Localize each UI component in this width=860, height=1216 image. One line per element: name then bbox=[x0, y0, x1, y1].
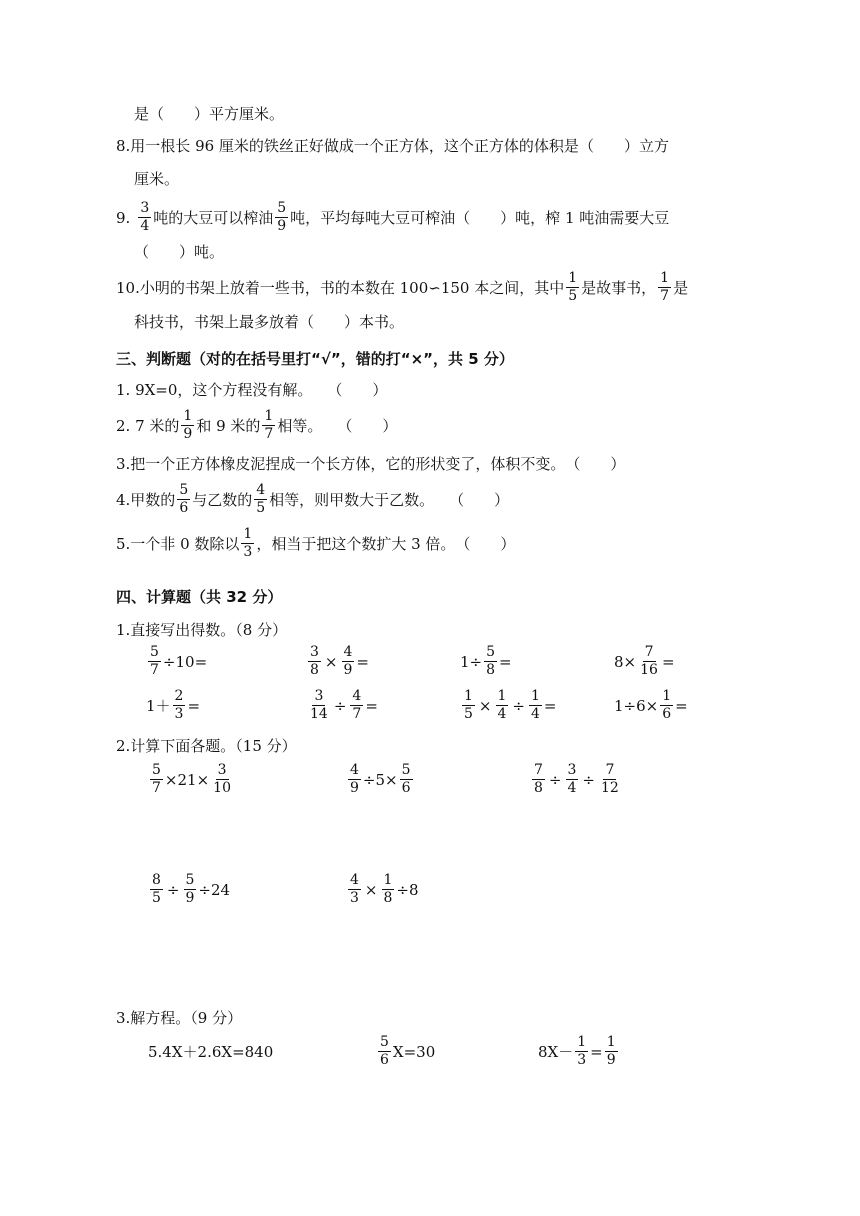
calc-item-4: 8× $\frac{7}{16}$ = bbox=[614, 644, 675, 678]
calc-item-7: $\frac{1}{5}$ × $\frac{1}{4}$ ÷ $\frac{1}{4}$ = bbox=[464, 688, 557, 722]
compute-item-5: $\frac{4}{3}$ × $\frac{1}{8}$ ÷8 bbox=[350, 872, 419, 906]
calc-item-8: 1÷6× $\frac{1}{6}$ = bbox=[614, 688, 688, 722]
question-10: 10.小明的书架上放着一些书，书的本数在 100∽150 本之间，其中 $\frac{1}{5}$ 是故事书， $\frac{1}{7}$ 是 bbox=[116, 270, 689, 304]
compute-item-2: $\frac{4}{9}$ ÷5× $\frac{5}{6}$ bbox=[350, 762, 411, 796]
question-9: 9. $\frac{3}{4}$ 吨的大豆可以榨油 $\frac{5}{9}$ 吨，平均每吨大豆可榨油（ ）吨，榨 1 吨油需要大豆 bbox=[116, 200, 670, 234]
calc-item-2: $\frac{3}{8}$ × $\frac{4}{9}$ = bbox=[310, 644, 369, 678]
judge-5: 5.一个非 0 数除以 $\frac{1}{3}$ ，相当于把这个数扩大 3 倍。 （ ） bbox=[116, 526, 516, 560]
section-3-title: 三、判断题（对的在括号里打“√”，错的打“×”，共 5 分） bbox=[116, 350, 514, 368]
part-2-title: 2.计算下面各题。（15 分） bbox=[116, 737, 297, 755]
part-3-title: 3.解方程。（9 分） bbox=[116, 1009, 243, 1027]
judge-4: 4.甲数的 $\frac{5}{6}$ 与乙数的 $\frac{4}{5}$ 相等，则甲数大于乙数。 （ ） bbox=[116, 482, 510, 516]
question-8-line1: 8.用一根长 96 厘米的铁丝正好做成一个正方体，这个正方体的体积是（ ）立方 bbox=[116, 137, 669, 155]
question-10-line2: 科技书，书架上最多放着（ ）本书。 bbox=[134, 313, 405, 331]
equation-2: $\frac{5}{6}$ X=30 bbox=[380, 1034, 436, 1068]
calc-item-6: $\frac{3}{14}$ ÷ $\frac{4}{7}$ = bbox=[310, 688, 378, 722]
equation-3: 8X－ $\frac{1}{3}$ = $\frac{1}{9}$ bbox=[538, 1034, 616, 1068]
compute-item-1: $\frac{5}{7}$ ×21× $\frac{3}{10}$ bbox=[152, 762, 231, 796]
equation-1: 5.4X＋2.6X=840 bbox=[148, 1043, 274, 1061]
judge-1: 1. 9X=0，这个方程没有解。 （ ） bbox=[116, 381, 388, 399]
question-8-line2: 厘米。 bbox=[134, 170, 180, 188]
section-4-title: 四、计算题（共 32 分） bbox=[116, 588, 283, 606]
compute-item-4: $\frac{8}{5}$ ÷ $\frac{5}{9}$ ÷24 bbox=[152, 872, 231, 906]
judge-3: 3.把一个正方体橡皮泥捏成一个长方体，它的形状变了，体积不变。 （ ） bbox=[116, 455, 626, 473]
q6-continuation: 是（ ）平方厘米。 bbox=[134, 105, 285, 123]
calc-item-5: 1＋ $\frac{2}{3}$ = bbox=[146, 688, 201, 722]
part-1-title: 1.直接写出得数。（8 分） bbox=[116, 621, 288, 639]
question-9-line2: （ ）吨。 bbox=[134, 243, 225, 261]
calc-item-3: 1÷ $\frac{5}{8}$ = bbox=[460, 644, 512, 678]
compute-item-3: $\frac{7}{8}$ ÷ $\frac{3}{4}$ ÷ $\frac{7}{12}$ bbox=[534, 762, 619, 796]
judge-2: 2. 7 米的 $\frac{1}{9}$ 和 9 米的 $\frac{1}{7}$ 相等。 （ ） bbox=[116, 408, 398, 442]
calc-item-1: $\frac{5}{7}$ ÷10= bbox=[150, 644, 208, 678]
